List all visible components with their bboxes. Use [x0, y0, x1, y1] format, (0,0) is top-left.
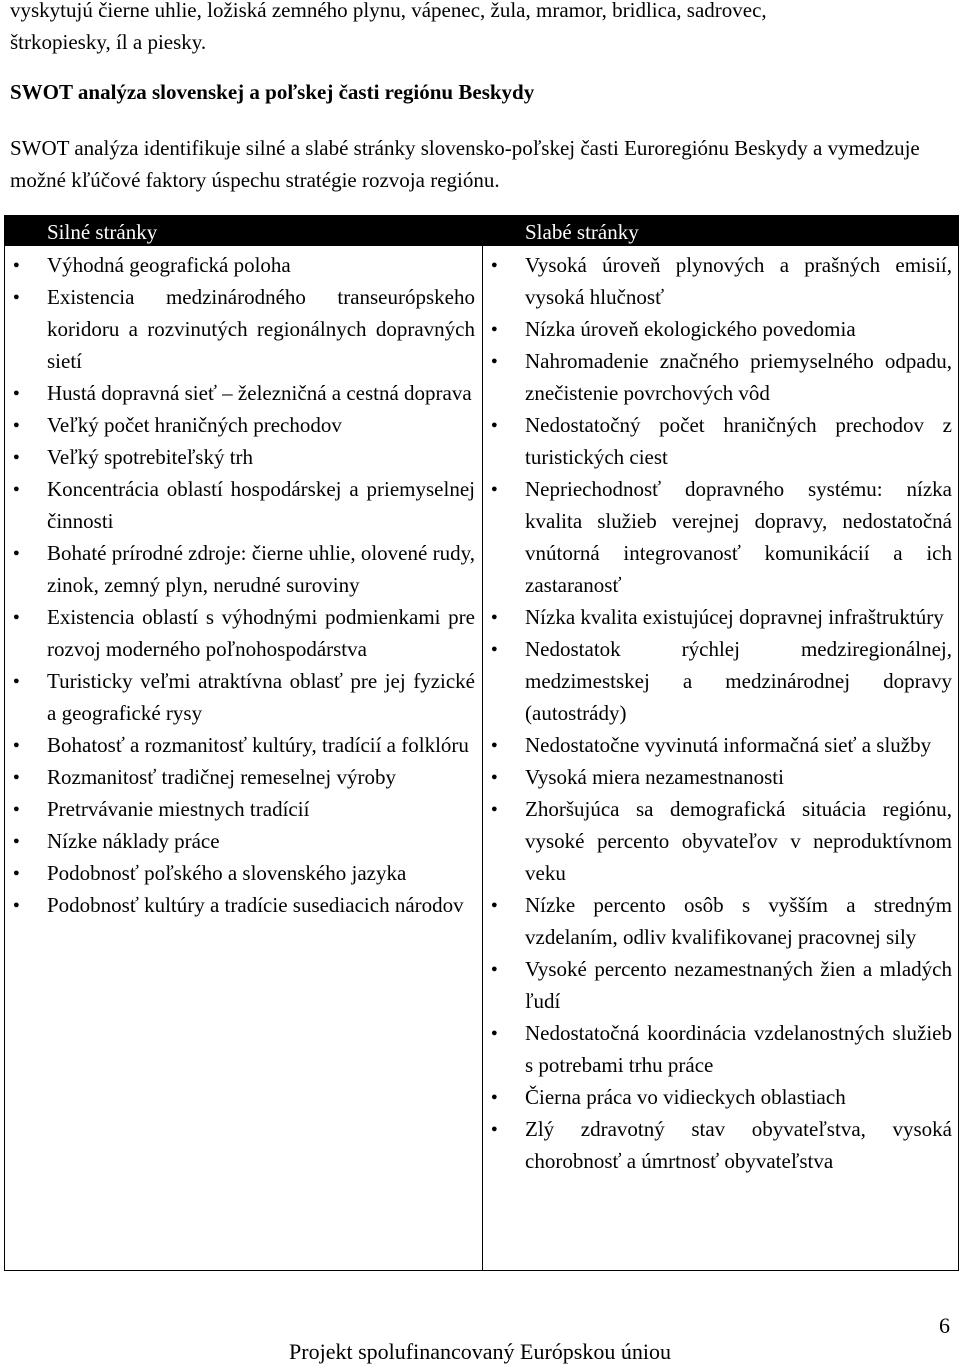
strength-item: ● Veľký počet hraničných prechodov	[47, 409, 475, 441]
section-heading: SWOT analýza slovenskej a poľskej časti regiónu Beskydy	[10, 80, 535, 104]
strength-item: ● Turisticky veľmi atraktívna oblasť pre jej fyzické a geografické rysy	[47, 665, 475, 729]
weakness-item: ● Nedostatočná koordinácia vzdelanostných služieb s potrebami trhu práce	[525, 1017, 952, 1081]
strength-item: ● Podobnosť kultúry a tradície susediacich národov	[47, 889, 475, 921]
weakness-item: ● Vysoká úroveň plynových a prašných emisií, vysoká hlučnosť	[525, 249, 952, 313]
page-number: 6	[939, 1313, 950, 1338]
strengths-list	[47, 249, 475, 921]
weakness-item: ● Nepriechodnosť dopravného systému: nízka kvalita služieb verejnej dopravy, nedostatočná vnútorná integrovanosť komunikácií a ich zastaranosť	[525, 473, 952, 601]
weakness-item: ● Nahromadenie značného priemyselného odpadu, znečistenie povrchových vôd	[525, 345, 952, 409]
strength-item: ● Hustá dopravná sieť – železničná a cestná doprava	[47, 377, 475, 409]
swot-header-row	[5, 216, 958, 246]
weakness-item: ● Zhoršujúca sa demografická situácia regiónu, vysoké percento obyvateľov v neproduktívnom veku	[525, 793, 952, 889]
strength-item: ● Koncentrácia oblastí hospodárskej a priemyselnej činnosti	[47, 473, 475, 537]
weakness-item: ● Nízka úroveň ekologického povedomia	[525, 313, 952, 345]
strength-item: ● Nízke náklady práce	[47, 825, 475, 857]
weakness-item: ● Nízka kvalita existujúcej dopravnej infraštruktúry	[525, 601, 952, 633]
column-divider	[482, 246, 483, 1270]
swot-table	[4, 215, 959, 1271]
strength-item: ● Bohatosť a rozmanitosť kultúry, tradícií a folklóru	[47, 729, 475, 761]
intro-paragraph	[10, 0, 950, 58]
weakness-item: ● Nedostatočne vyvinutá informačná sieť a služby	[525, 729, 952, 761]
intro-line-2: štrkopiesky, íl a piesky.	[10, 30, 207, 54]
section-description: SWOT analýza identifikuje silné a slabé stránky slovensko-poľskej časti Euroregiónu Beskydy a vymedzuje možné kľúčové faktory úspechu stratégie rozvoja regiónu.	[10, 136, 920, 192]
weakness-item: ● Čierna práca vo vidieckych oblastiach	[525, 1081, 952, 1113]
strength-item: ● Existencia oblastí s výhodnými podmienkami pre rozvoj moderného poľnohospodárstva	[47, 601, 475, 665]
strength-item: ● Veľký spotrebiteľský trh	[47, 441, 475, 473]
footer-text: Projekt spolufinancovaný Európskou úniou	[289, 1339, 671, 1364]
strength-item: ● Bohaté prírodné zdroje: čierne uhlie, olovené rudy, zinok, zemný plyn, nerudné suroviny	[47, 537, 475, 601]
strength-item: ● Existencia medzinárodného transeurópskeho koridoru a rozvinutých regionálnych dopravných sietí	[47, 281, 475, 377]
weakness-item: ● Nedostatočný počet hraničných prechodov z turistických ciest	[525, 409, 952, 473]
weakness-item: ● Nedostatok rýchlej medziregionálnej, medzimestskej a medzinárodnej dopravy (autostrády)	[525, 633, 952, 729]
strength-item: ● Pretrvávanie miestnych tradícií	[47, 793, 475, 825]
weaknesses-title: Slabé stránky	[525, 220, 639, 244]
strength-item: ● Podobnosť poľského a slovenského jazyka	[47, 857, 475, 889]
weaknesses-list	[525, 249, 952, 1177]
weakness-item: ● Nízke percento osôb s vyšším a stredným vzdelaním, odliv kvalifikovanej pracovnej sily	[525, 889, 952, 953]
weakness-item: ● Zlý zdravotný stav obyvateľstva, vysoká chorobnosť a úmrtnosť obyvateľstva	[525, 1113, 952, 1177]
strength-item: ● Rozmanitosť tradičnej remeselnej výroby	[47, 761, 475, 793]
strength-item: ● Výhodná geografická poloha	[47, 249, 475, 281]
weakness-item: ● Vysoká miera nezamestnanosti	[525, 761, 952, 793]
weakness-item: ● Vysoké percento nezamestnaných žien a mladých ľudí	[525, 953, 952, 1017]
intro-line-1: vyskytujú čierne uhlie, ložiská zemného plynu, vápenec, žula, mramor, bridlica, sadrovec,	[10, 0, 767, 22]
strengths-title: Silné stránky	[47, 220, 158, 244]
